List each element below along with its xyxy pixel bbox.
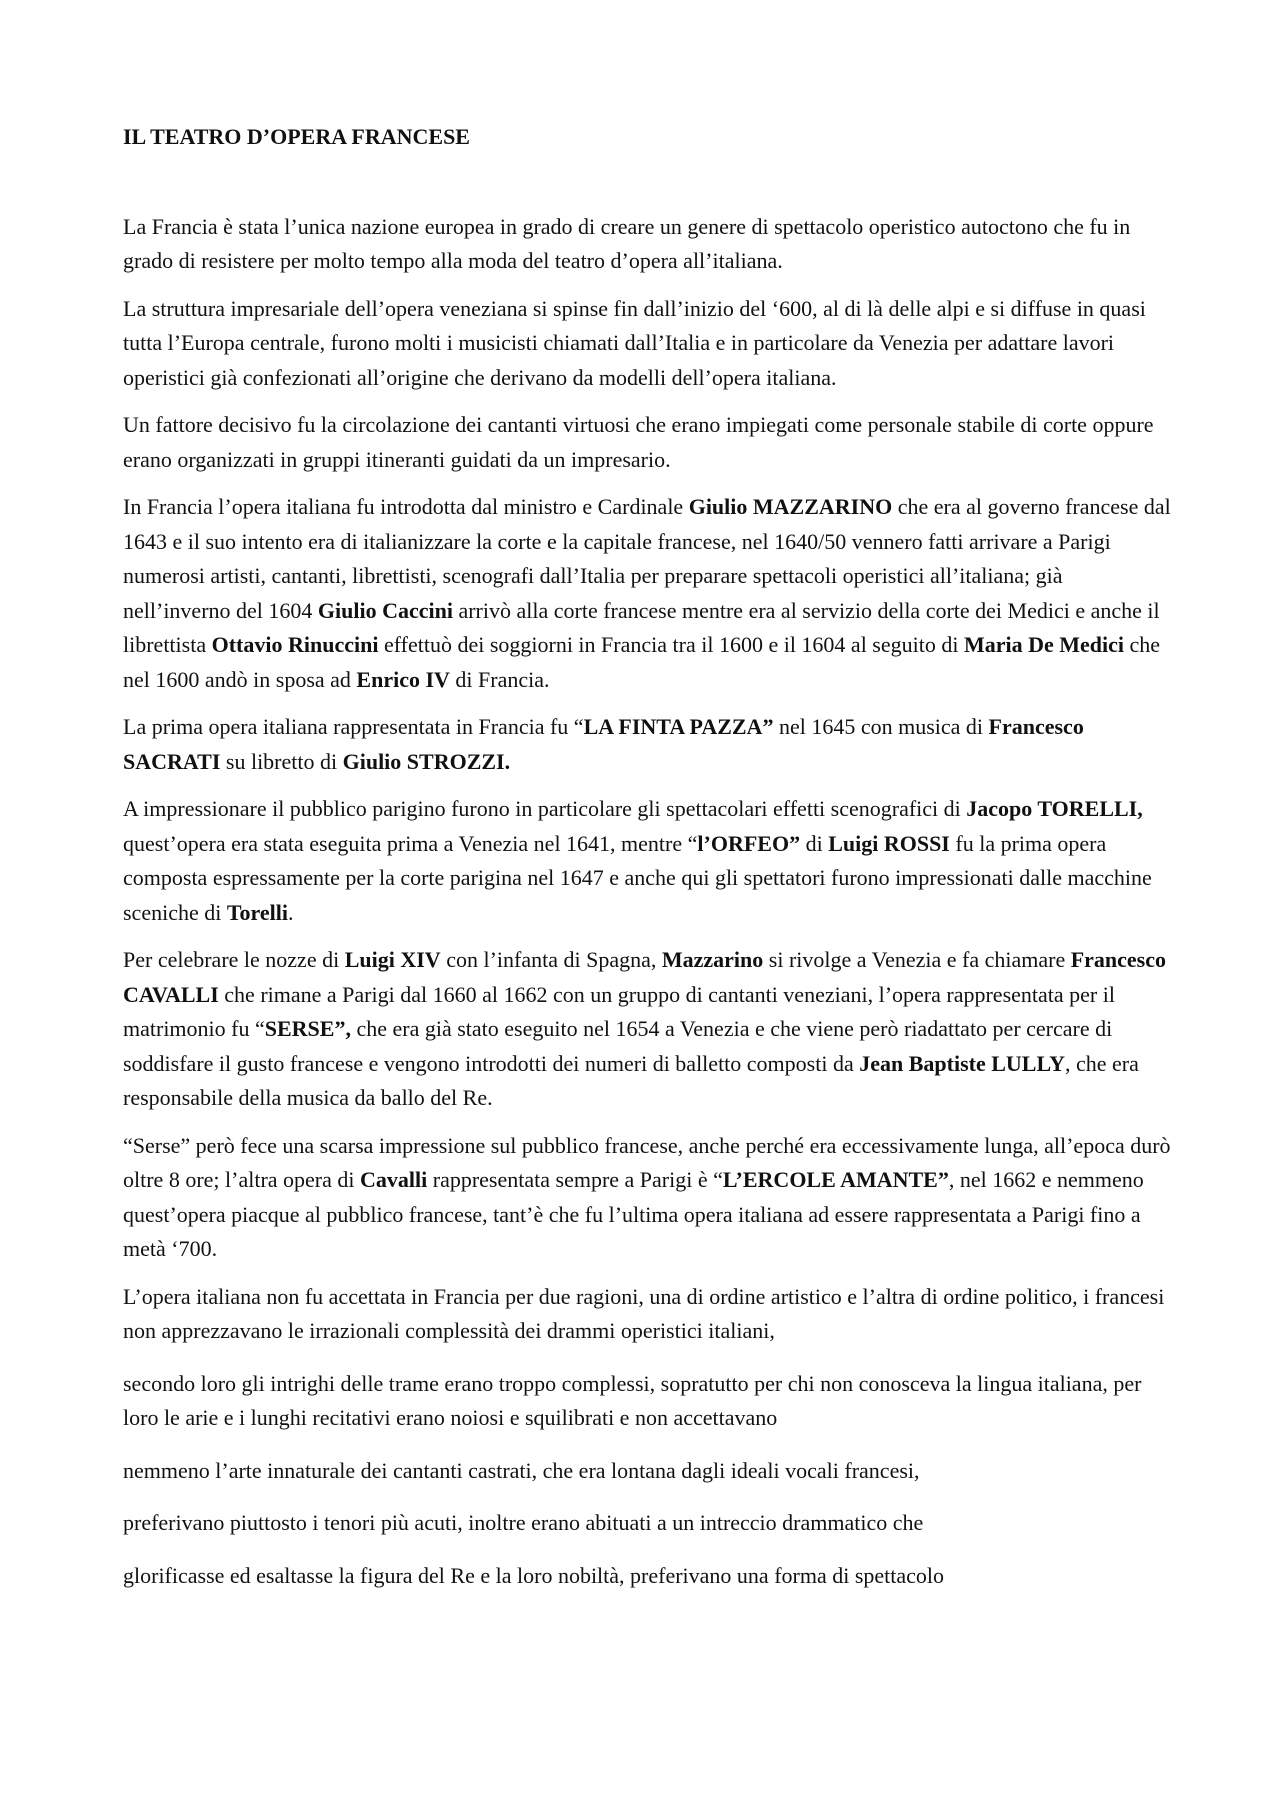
- bold-name: Jacopo TORELLI,: [966, 796, 1143, 821]
- text-run: La struttura impresariale dell’opera veneziana si spinse fin dall’inizio del ‘600, al di là delle alpi e si diffuse in quasi tutta l’Europa centrale, furono molti i musicisti chiamati dall’Italia e in particolare da Venezia per adattare lavori operistici già confezionati all’origine che derivano da modelli dell’opera italiana.: [123, 295, 1146, 390]
- text-run: quest’opera era stata eseguita prima a Venezia nel 1641, mentre “: [123, 830, 698, 856]
- text-run: rappresentata sempre a Parigi è “: [427, 1167, 723, 1192]
- text-run: di: [800, 830, 829, 856]
- paragraph: [123, 1506, 1173, 1541]
- bold-name: Ottavio Rinuccini: [211, 632, 379, 657]
- text-run: , nel 1662 e nemmeno quest’opera piacque al pubblico francese, tant’è che fu l’ultima opera italiana ad essere rappresentata a Parigi fino a metà ‘700.: [123, 1167, 1144, 1261]
- paragraph: [123, 1280, 1173, 1349]
- bold-name: Luigi ROSSI: [828, 830, 950, 856]
- bold-name: Torelli: [226, 899, 288, 925]
- bold-name: L’ERCOLE AMANTE”: [722, 1167, 949, 1192]
- text-run: su libretto di: [220, 748, 343, 774]
- paragraph: [123, 408, 1173, 477]
- bold-name: l’ORFEO”: [697, 830, 801, 856]
- text-run: Un fattore decisivo fu la circolazione dei cantanti virtuosi che erano impiegati come personale stabile di corte oppure erano organizzati in gruppi itineranti guidati da un impresario.: [123, 412, 1154, 472]
- text-run: effettuò dei soggiorni in Francia tra il 1600 e il 1604 al seguito di: [378, 632, 964, 657]
- text-run: di Francia.: [449, 666, 550, 692]
- text-run: L’opera italiana non fu accettata in Francia per due ragioni, una di ordine artistico e l’altra di ordine politico, i francesi non apprezzavano le irrazionali complessità dei drammi operistici italiani,: [123, 1283, 1165, 1343]
- text-run: La prima opera italiana rappresentata in Francia fu “: [123, 714, 584, 739]
- text-run: fu la prima opera composta espressamente per la corte parigina nel 1647 e anche qui gli spettatori furono impressionati dalle macchine sceniche di: [123, 830, 1152, 925]
- text-run: Per celebrare le nozze di: [123, 947, 345, 972]
- paragraph: [123, 792, 1173, 930]
- text-run: arrivò alla corte francese mentre era al servizio della corte dei Medici e anche il librettista: [123, 597, 1160, 657]
- bold-name: Maria De Medici: [963, 632, 1125, 657]
- paragraph: [123, 490, 1173, 697]
- text-run: che era già stato eseguito nel 1654 a Venezia e che viene però riadattato per cercare di soddisfare il gusto francese e vengono introdotti dei numeri di balletto composti da: [123, 1016, 1113, 1076]
- text-run: che era al governo francese dal 1643 e il suo intento era di italianizzare la corte e la capitale francese, nel 1640/50 vennero fatti arrivare a Parigi numerosi artisti, cantanti, librettisti, scenografi dall’Italia per preparare spettacoli operistici all’italiana; già nell’inverno del 1604: [123, 494, 1171, 623]
- text-run: nel 1645 con musica di: [773, 714, 989, 739]
- text-run: nemmeno l’arte innaturale dei cantanti castrati, che era lontana dagli ideali vocali francesi,: [123, 1457, 920, 1483]
- text-run: secondo loro gli intrighi delle trame erano troppo complessi, sopratutto per chi non conosceva la lingua italiana, per loro le arie e i lunghi recitativi erano noiosi e squilibrati e non accettavano: [123, 1370, 1142, 1430]
- paragraph: [123, 1129, 1173, 1267]
- text-run: A impressionare il pubblico parigino furono in particolare gli spettacolari effetti scenografici di: [123, 796, 967, 821]
- bold-name: Luigi XIV: [344, 947, 441, 972]
- paragraph: [123, 210, 1173, 279]
- paragraph: [123, 292, 1173, 396]
- bold-name: Francesco SACRATI: [123, 714, 1084, 774]
- text-run: In Francia l’opera italiana fu introdotta dal ministro e Cardinale: [123, 494, 689, 519]
- text-run: che nel 1600 andò in sposa ad: [123, 632, 1161, 692]
- paragraph: [123, 943, 1173, 1116]
- paragraph: [123, 1559, 1173, 1594]
- text-run: glorificasse ed esaltasse la figura del Re e la loro nobiltà, preferivano una forma di spettacolo: [123, 1562, 945, 1588]
- bold-name: Jean Baptiste LULLY: [859, 1050, 1065, 1076]
- paragraph: [123, 1454, 1173, 1489]
- text-run: con l’infanta di Spagna,: [440, 947, 662, 972]
- text-run: , che era responsabile della musica da ballo del Re.: [123, 1050, 1139, 1110]
- bold-name: Giulio MAZZARINO: [688, 494, 893, 519]
- bold-name: Giulio STROZZI.: [342, 748, 511, 774]
- bold-name: Cavalli: [360, 1167, 428, 1192]
- document-title: IL TEATRO D’OPERA FRANCESE: [123, 124, 470, 149]
- bold-name: LA FINTA PAZZA”: [583, 714, 774, 739]
- document-page: [123, 120, 1173, 1611]
- text-run: La Francia è stata l’unica nazione europea in grado di creare un genere di spettacolo operistico autoctono che fu in grado di resistere per molto tempo alla moda del teatro d’opera all’italiana.: [123, 213, 1131, 273]
- text-run: .: [287, 899, 294, 925]
- bold-name: Francesco CAVALLI: [123, 947, 1167, 1007]
- text-run: preferivano piuttosto i tenori più acuti, inoltre erano abituati a un intreccio drammatico che: [123, 1510, 924, 1535]
- text-run: che rimane a Parigi dal 1660 al 1662 con un gruppo di cantanti veneziani, l’opera rappresentata per il matrimonio fu “: [123, 981, 1115, 1041]
- text-run: si rivolge a Venezia e fa chiamare: [763, 947, 1071, 972]
- text-run: “Serse” però fece una scarsa impressione sul pubblico francese, anche perché era eccessivamente lunga, all’epoca durò oltre 8 ore; l’altra opera di: [123, 1132, 1171, 1192]
- bold-name: SERSE”,: [264, 1016, 351, 1041]
- bold-name: Enrico IV: [356, 666, 450, 692]
- bold-name: Giulio Caccini: [317, 597, 453, 623]
- paragraph: [123, 710, 1173, 779]
- bold-name: Mazzarino: [661, 947, 764, 972]
- paragraph: [123, 1367, 1173, 1436]
